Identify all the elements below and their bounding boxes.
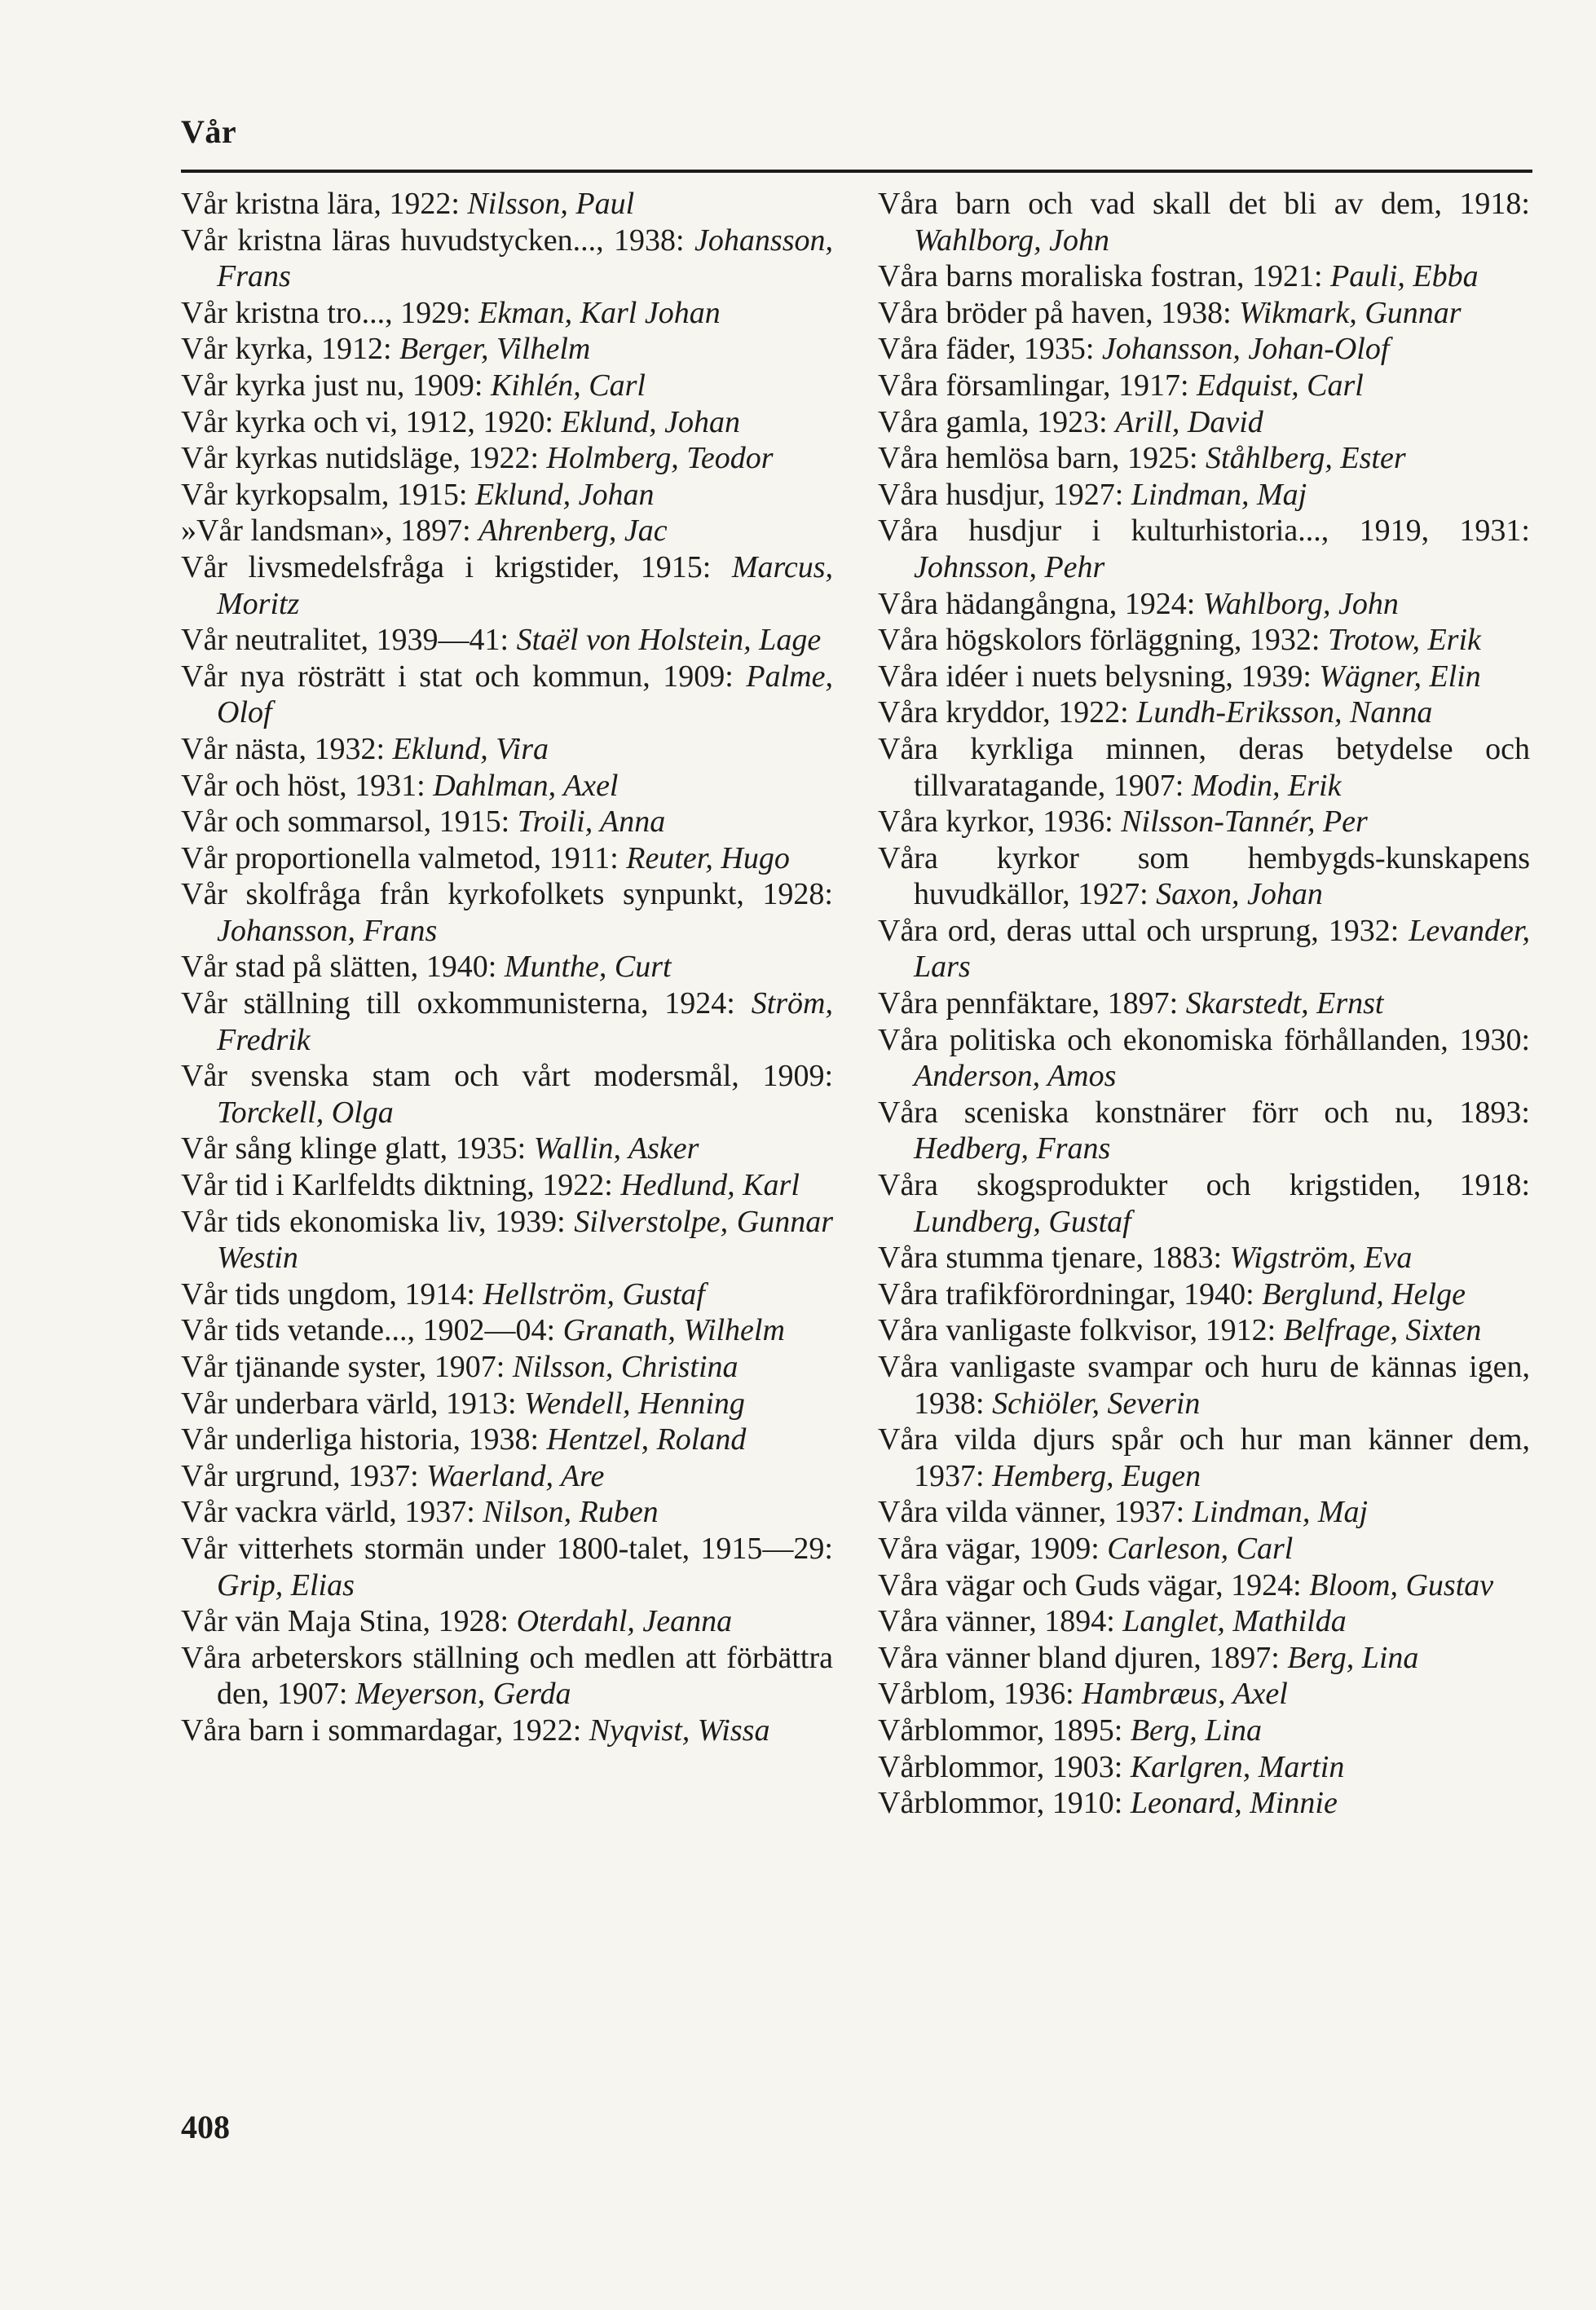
index-entry [181,186,833,223]
entry-title: Vår kyrkopsalm, 1915: [181,477,475,512]
entry-author: Johansson, Frans [217,913,438,948]
entry-author: Wallin, Asker [533,1131,699,1166]
entry-author: Dahlman, Axel [433,768,619,803]
entry-title: Vår skolfråga från kyrkofolkets synpunkt, 1928: [181,877,833,912]
entry-author: Ekman, Karl Johan [478,295,721,330]
index-entry [181,404,833,441]
entry-title: Vår kristna tro..., 1929: [181,295,479,330]
index-entry [878,1167,1530,1240]
entry-author: Leonard, Minnie [1130,1786,1338,1821]
entry-author: Karlgren, Martin [1130,1749,1345,1784]
entry-author: Wigström, Eva [1229,1241,1413,1276]
entry-author: Eklund, Vira [392,731,549,766]
entry-author: Silverstolpe, Gunnar Westin [217,1204,833,1276]
entry-author: Meyerson, Gerda [355,1677,571,1712]
entry-title: Våra trafikförordningar, 1940: [878,1276,1263,1311]
index-entry [878,1276,1530,1313]
entry-author: Marcus, Moritz [217,549,833,621]
entry-title: Vårblom, 1936: [878,1677,1082,1712]
index-entry [181,1276,833,1313]
index-entry [181,1204,833,1276]
entry-title: Vårblommor, 1895: [878,1713,1131,1748]
entry-title: Våra kryddor, 1922: [878,695,1137,730]
entry-author: Reuter, Hugo [626,840,790,875]
entry-author: Wendell, Henning [524,1386,745,1421]
entry-title: Vårblommor, 1903: [878,1749,1131,1784]
left-column [181,186,833,1749]
index-entry [878,1095,1530,1167]
entry-author: Palme, Olof [217,659,833,730]
entry-title: Vår kyrkas nutidsläge, 1922: [181,441,547,476]
page-number: 408 [181,2109,230,2145]
index-entry [181,1422,833,1458]
index-entry [878,622,1530,659]
index-entry [181,1531,833,1603]
entry-author: Nilson, Ruben [483,1495,659,1530]
entry-author: Berger, Vilhelm [399,332,591,367]
entry-author: Hemberg, Eugen [992,1458,1201,1493]
entry-author: Berg, Lina [1287,1640,1419,1675]
index-entry [878,1785,1530,1822]
index-entry [878,331,1530,368]
entry-author: Waerland, Are [426,1458,605,1493]
index-entry [878,731,1530,804]
index-entry [181,622,833,659]
index-entry [181,440,833,477]
entry-title: Vår kristna läras huvudstycken..., 1938: [181,223,695,258]
entry-author: Berg, Lina [1130,1713,1262,1748]
index-entry [878,659,1530,695]
index-entry [878,1640,1530,1677]
entry-title: Våra barn i sommardagar, 1922: [181,1713,589,1748]
entry-author: Trotow, Erik [1327,623,1481,658]
entry-title: Vår tids ekonomiska liv, 1939: [181,1204,575,1239]
index-entry [181,1458,833,1495]
index-entry [878,477,1530,514]
entry-author: Torckell, Olga [217,1095,394,1130]
index-entry [181,1494,833,1531]
entry-title: Våra församlingar, 1917: [878,368,1197,403]
entry-title: Vår tjänande syster, 1907: [181,1350,513,1384]
entry-title: Våra arbeterskors ställning och medlen att förbättra den, 1907: [181,1640,833,1712]
index-entry [878,1749,1530,1786]
entry-author: Saxon, Johan [1156,877,1323,912]
entry-author: Troili, Anna [517,805,666,840]
entry-author: Lundh-Eriksson, Nanna [1136,695,1433,730]
entry-author: Berglund, Helge [1262,1276,1466,1311]
entry-title: Vår kristna lära, 1922: [181,187,468,221]
index-entry [878,840,1530,913]
entry-author: Schiöler, Severin [992,1386,1201,1421]
entry-author: Nilsson, Christina [512,1350,738,1384]
entry-title: Vår och höst, 1931: [181,768,434,803]
entry-author: Eklund, Johan [561,404,740,439]
entry-title: Vår kyrka och vi, 1912, 1920: [181,404,562,439]
entry-title: Våra husdjur i kulturhistoria..., 1919, 1931: [878,514,1530,549]
entry-author: Johansson, Frans [217,223,833,294]
index-entry [181,840,833,877]
index-entry [878,1422,1530,1494]
index-entry [878,1022,1530,1095]
index-entry [181,1640,833,1713]
entry-title: Våra sceniska konstnärer förr och nu, 1893: [878,1095,1530,1130]
entry-author: Carleson, Carl [1107,1531,1294,1566]
index-entry [181,295,833,332]
entry-author: Kihlén, Carl [490,368,646,403]
entry-title: Vår neutralitet, 1939—41: [181,623,517,658]
index-entry [878,913,1530,985]
entry-title: Våra kyrkor som hembygds-kunskapens huvudkällor, 1927: [878,840,1530,912]
index-entry [181,949,833,985]
entry-author: Wikmark, Gunnar [1239,295,1462,330]
entry-author: Ström, Fredrik [217,986,833,1057]
entry-title: Vår och sommarsol, 1915: [181,805,518,840]
entry-author: Eklund, Johan [474,477,655,512]
index-entry [181,513,833,549]
entry-title: Våra vanligaste folkvisor, 1912: [878,1313,1284,1348]
index-entry [878,295,1530,332]
index-entry [181,985,833,1058]
entry-title: Våra vänner, 1894: [878,1604,1123,1639]
entry-title: Vår underbara värld, 1913: [181,1386,525,1421]
index-entry [878,586,1530,623]
entry-title: Vår kyrka just nu, 1909: [181,368,491,403]
entry-author: Nilsson-Tannér, Per [1121,805,1368,840]
index-entry [181,1131,833,1167]
index-entry [878,985,1530,1022]
index-entry [181,549,833,622]
index-entry [878,1240,1530,1276]
entry-title: Våra stumma tjenare, 1883: [878,1241,1230,1276]
entry-author: Holmberg, Teodor [546,441,774,476]
entry-author: Hellström, Gustaf [483,1276,705,1311]
index-entry [181,731,833,768]
index-entry [181,223,833,295]
index-entry [878,513,1530,585]
entry-author: Oterdahl, Jeanna [516,1604,733,1639]
entry-title: Våra barns moraliska fostran, 1921: [878,259,1331,294]
entry-title: Våra vilda vänner, 1937: [878,1495,1193,1530]
entry-title: Våra högskolors förläggning, 1932: [878,623,1328,658]
entry-title: Våra hemlösa barn, 1925: [878,441,1206,476]
index-entry [181,331,833,368]
entry-title: Vår tid i Karlfeldts diktning, 1922: [181,1168,621,1203]
entry-author: Staël von Holstein, Lage [516,623,822,658]
entry-title: Vår nya rösträtt i stat och kommun, 1909: [181,659,747,694]
entry-title: Våra pennfäktare, 1897: [878,986,1186,1021]
entry-title: Våra barn och vad skall det bli av dem, 1918: [878,187,1530,221]
entry-author: Ståhlberg, Ester [1206,441,1406,476]
index-entry [878,440,1530,477]
entry-author: Hedberg, Frans [914,1131,1111,1166]
index-entry [878,368,1530,404]
entry-title: Våra ord, deras uttal och ursprung, 1932: [878,913,1409,948]
entry-title: Våra vägar, 1909: [878,1531,1108,1566]
entry-author: Ahrenberg, Jac [478,514,668,549]
entry-author: Hambræus, Axel [1082,1677,1288,1712]
index-entry [878,1312,1530,1349]
entry-author: Wahlborg, John [1202,586,1399,621]
entry-author: Edquist, Carl [1197,368,1364,403]
index-entry [181,1167,833,1204]
entry-author: Arill, David [1115,404,1263,439]
index-entry [181,1312,833,1349]
entry-author: Wahlborg, John [914,223,1109,258]
entry-title: Vår tids ungdom, 1914: [181,1276,483,1311]
index-entry [878,404,1530,441]
entry-title: Våra kyrkliga minnen, deras betydelse och tillvaratagande, 1907: [878,731,1530,803]
entry-title: Vår kyrka, 1912: [181,332,400,367]
entry-title: Vår livsmedelsfråga i krigstider, 1915: [181,549,732,584]
index-entry [878,1713,1530,1749]
entry-title: Vår urgrund, 1937: [181,1458,427,1493]
entry-title: Våra fäder, 1935: [878,332,1102,367]
running-head: Vår [181,113,237,150]
entry-title: Våra bröder på haven, 1938: [878,295,1240,330]
index-entry [878,1603,1530,1640]
index-entry [878,1494,1530,1531]
entry-title: Vårblommor, 1910: [878,1786,1131,1821]
entry-title: Våra husdjur, 1927: [878,477,1131,512]
entry-author: Granath, Wilhelm [562,1313,785,1348]
index-entry [181,659,833,731]
entry-title: Våra vilda djurs spår och hur man känner dem, 1937: [878,1422,1530,1493]
index-entry [181,1603,833,1640]
entry-author: Munthe, Curt [504,950,672,985]
index-entry [878,1349,1530,1422]
entry-title: Våra kyrkor, 1936: [878,805,1122,840]
entry-author: Johansson, Johan-Olof [1101,332,1390,367]
entry-author: Skarstedt, Ernst [1185,986,1384,1021]
entry-title: Våra skogsprodukter och krigstiden, 1918: [878,1168,1530,1203]
entry-author: Johnsson, Pehr [914,549,1105,584]
entry-author: Hentzel, Roland [546,1422,747,1457]
entry-title: Vår nästa, 1932: [181,731,393,766]
index-entry [181,1349,833,1386]
entry-author: Hedlund, Karl [620,1168,800,1203]
entry-author: Pauli, Ebba [1330,259,1479,294]
index-entry [878,1676,1530,1713]
entry-title: Vår vän Maja Stina, 1928: [181,1604,517,1639]
entry-title: Vår stad på slätten, 1940: [181,950,505,985]
entry-title: Vår sång klinge glatt, 1935: [181,1131,534,1166]
index-entry [878,258,1530,295]
entry-title: Vår ställning till oxkommunisterna, 1924: [181,986,752,1021]
index-entry [878,1567,1530,1604]
index-entry [181,477,833,514]
entry-author: Lundberg, Gustaf [914,1204,1131,1239]
index-entry [181,1386,833,1422]
entry-author: Langlet, Mathilda [1122,1604,1347,1639]
entry-title: Våra gamla, 1923: [878,404,1116,439]
index-entry [181,1713,833,1749]
index-entry [181,804,833,840]
right-column [878,186,1530,1822]
entry-title: Vår tids vetande..., 1902—04: [181,1313,563,1348]
entry-title: Vår vackra värld, 1937: [181,1495,483,1530]
entry-author: Nyqvist, Wissa [589,1713,770,1748]
entry-title: »Vår landsman», 1897: [181,514,479,549]
entry-title: Våra idéer i nuets belysning, 1939: [878,659,1320,694]
entry-title: Våra vanligaste svampar och huru de kännas igen, 1938: [878,1350,1530,1421]
entry-title: Våra politiska och ekonomiska förhållanden, 1930: [878,1022,1530,1057]
entry-title: Våra vägar och Guds vägar, 1924: [878,1567,1310,1602]
entry-author: Lindman, Maj [1192,1495,1369,1530]
index-entry [181,368,833,404]
entry-title: Vår svenska stam och vårt modersmål, 1909: [181,1059,833,1094]
index-entry [181,768,833,805]
entry-author: Grip, Elias [217,1567,355,1602]
index-entry [181,876,833,949]
header-rule [181,170,1532,173]
entry-title: Vår vitterhets stormän under 1800-talet, 1915—29: [181,1531,833,1566]
entry-author: Nilsson, Paul [467,187,635,221]
entry-title: Våra hädangångna, 1924: [878,586,1203,621]
index-entry [878,186,1530,258]
entry-author: Lindman, Maj [1131,477,1307,512]
entry-title: Våra vänner bland djuren, 1897: [878,1640,1288,1675]
index-entry [181,1058,833,1131]
entry-title: Vår underliga historia, 1938: [181,1422,547,1457]
index-entry [878,804,1530,840]
entry-author: Belfrage, Sixten [1283,1313,1482,1348]
index-entry [878,1531,1530,1567]
entry-author: Anderson, Amos [914,1059,1117,1094]
index-entry [878,694,1530,731]
entry-author: Wägner, Elin [1319,659,1481,694]
entry-author: Bloom, Gustav [1309,1567,1494,1602]
entry-author: Modin, Erik [1191,768,1342,803]
entry-title: Vår proportionella valmetod, 1911: [181,840,627,875]
entry-author: Levander, Lars [914,913,1530,985]
